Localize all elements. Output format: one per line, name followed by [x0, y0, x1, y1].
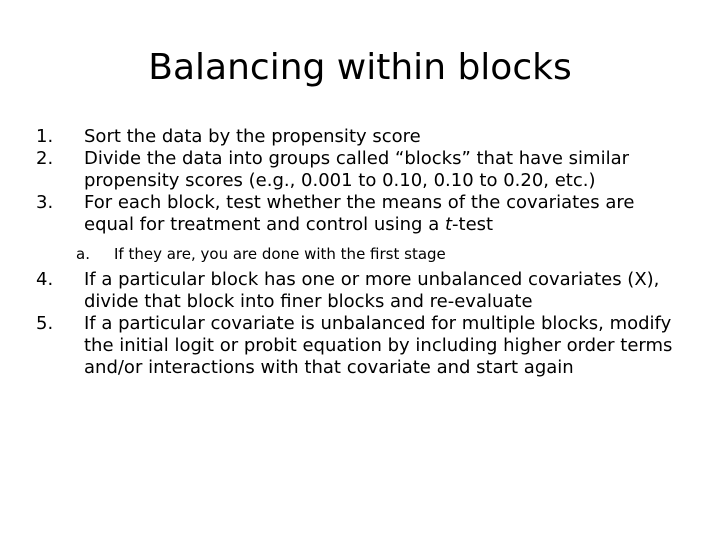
list-item-4 [36, 269, 686, 313]
sub-list-item-text: If they are, you are done with the first stage [114, 245, 446, 263]
list-item-3 [36, 192, 686, 236]
list-item-2 [36, 148, 686, 192]
list-item-5 [36, 313, 686, 379]
list-marker: 5. [36, 313, 54, 334]
sub-list-marker: a. [76, 245, 90, 263]
slide-title: Balancing within blocks [148, 47, 572, 88]
list-marker: 4. [36, 269, 54, 290]
list-item-text: If a particular covariate is unbalanced for multiple blocks, modify the initial logit or probit equation by including higher order terms and/or interactions with that covariate and start again [84, 313, 673, 378]
list-marker: 2. [36, 148, 54, 169]
list-marker: 1. [36, 126, 54, 147]
list-marker: 3. [36, 192, 54, 213]
list-item-1 [36, 126, 686, 148]
list-item-text-after: -test [452, 214, 494, 235]
list-item-text-italic: t [444, 214, 453, 235]
list-item-text: Sort the data by the propensity score [84, 126, 421, 147]
list-item-text [84, 192, 686, 236]
sub-list-item-a [36, 245, 686, 263]
numbered-list [36, 126, 686, 379]
list-item-text: Divide the data into groups called “blocks” that have similar propensity scores (e.g., 0.001 to 0.10, 0.10 to 0.20, etc.) [84, 148, 630, 191]
list-item-text: If a particular block has one or more unbalanced covariates (X), divide that block into finer blocks and re-evaluate [84, 269, 660, 312]
list-item-text-before: For each block, test whether the means of the covariates are equal for treatment and control using a [84, 192, 635, 235]
